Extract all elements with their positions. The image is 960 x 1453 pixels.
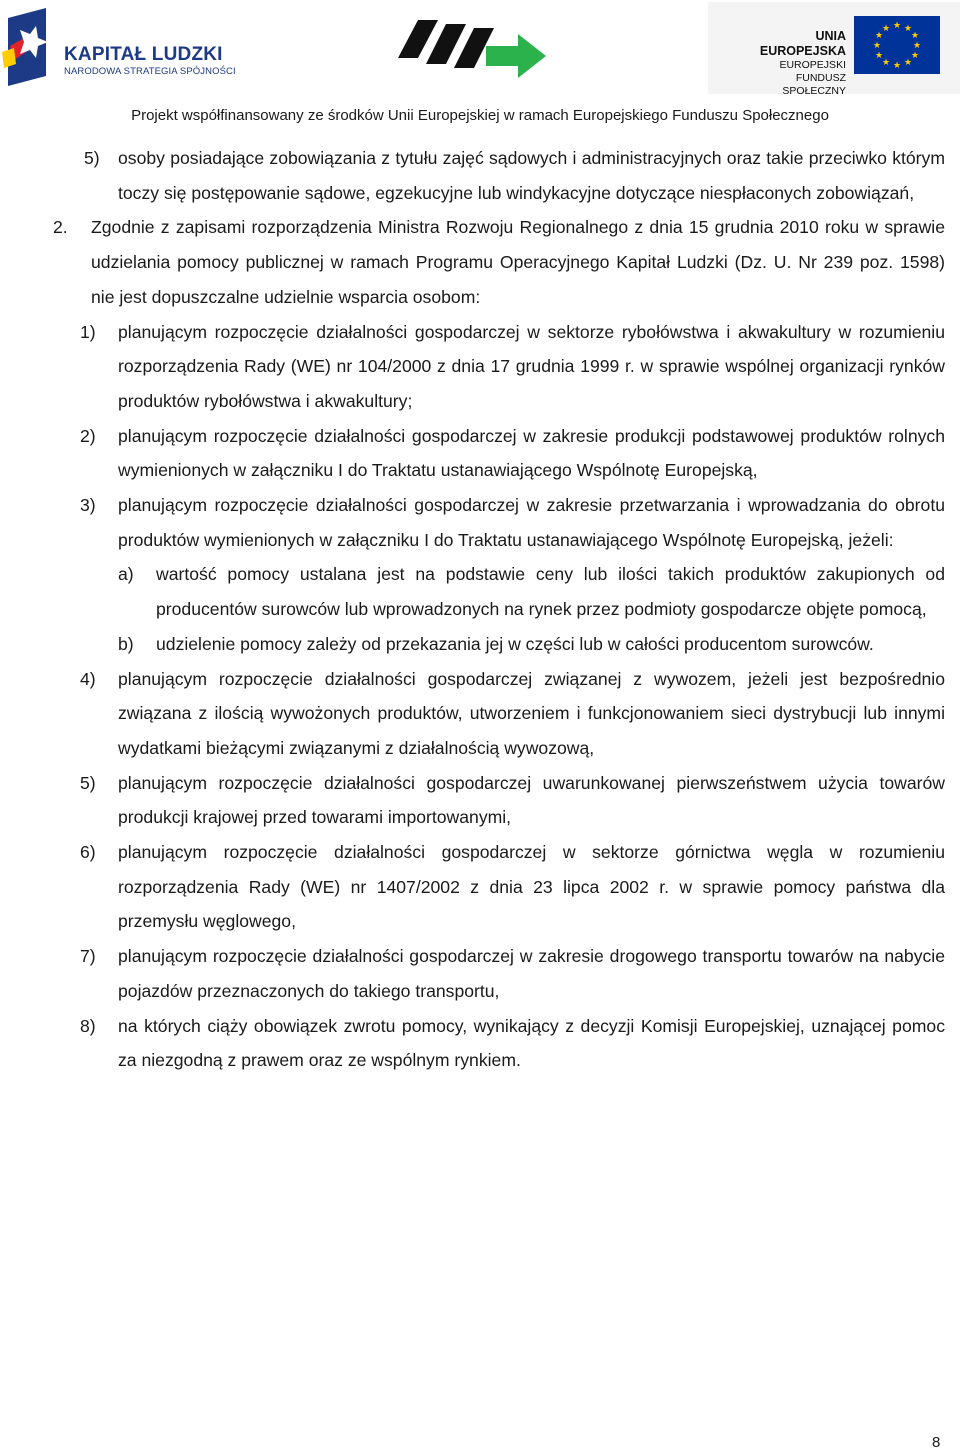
svg-text:★: ★ (910, 51, 920, 61)
svg-text:★: ★ (903, 24, 913, 34)
kapital-ludzki-logo (2, 8, 252, 88)
kapital-ludzki-subtitle: NARODOWA STRATEGIA SPÓJNOŚCI (64, 66, 236, 77)
svg-text:★: ★ (912, 41, 922, 51)
svg-text:★: ★ (881, 24, 891, 34)
list-item-text: planującym rozpoczęcie działalności gospodarczej w zakresie przetwarzania i wprowadzania do obrotu produktów wymienionych w załączniku I do Traktatu ustanawiającego Wspólnotę Europejską, jeżeli: (118, 495, 945, 550)
kapital-ludzki-title: KAPITAŁ LUDZKI (64, 44, 223, 65)
svg-text:★: ★ (874, 31, 884, 41)
eu-logo-line2: EUROPEJSKI (779, 59, 846, 71)
list-item-text: wartość pomocy ustalana jest na podstawie ceny lub ilości takich produktów zakupionych od producentów surowców lub wprowadzonych na rynek przez podmioty gospodarcze objęte pomocą, (156, 564, 945, 620)
list-item-7 (80, 939, 945, 1008)
list-item-number: 3) (80, 495, 96, 516)
list-item-letter: a) (118, 564, 134, 585)
list-item-number: 5) (80, 772, 96, 793)
svg-text:★: ★ (872, 41, 882, 51)
list-item-text: planującym rozpoczęcie działalności gospodarczej uwarunkowanej pierwszeństwem użycia towarów produkcji krajowej przed towarami importowanymi, (118, 772, 945, 828)
list-item-5 (80, 766, 945, 835)
page-header (0, 0, 960, 124)
section-2-paragraph (53, 210, 945, 314)
section-number: 2. (53, 217, 68, 238)
list-item-text: na których ciąży obowiązek zwrotu pomocy, wynikający z decyzji Komisji Europejskiej, uznającej pomoc za niezgodną z prawem oraz ze wspólnym rynkiem. (118, 1015, 945, 1071)
list-item-text: planującym rozpoczęcie działalności gospodarczej w zakresie drogowego transportu towarów na nabycie pojazdów przeznaczonych do takiego transportu, (118, 946, 945, 1001)
document-body (0, 141, 960, 1078)
list-item-number: 6) (80, 842, 96, 863)
list-item-number: 2) (80, 425, 96, 446)
svg-text:★: ★ (892, 61, 902, 71)
list-item-4 (80, 662, 945, 766)
nsro-arrows-icon (396, 6, 556, 86)
eu-social-fund-logo (708, 2, 960, 97)
list-item-text: udzielenie pomocy zależy od przekazania jej w części lub w całości producentom surowców. (156, 633, 874, 654)
eu-flag-icon (854, 16, 940, 74)
kapital-ludzki-emblem-icon (2, 8, 62, 86)
list-item-text: planującym rozpoczęcie działalności gospodarczej w sektorze górnictwa węgla w rozumieniu rozporządzenia Rady (WE) nr 1407/2002 z dnia 23 lipca 2002 r. w sprawie pomocy państwa dla przemysłu węglowego, (118, 842, 945, 932)
list-item-8 (80, 1009, 945, 1078)
list-item-number: 1) (80, 321, 96, 342)
project-cofinancing-line: Projekt współfinansowany ze środków Unii Europejskiej w ramach Europejskiego Funduszu Społecznego (131, 107, 829, 124)
list-item-2 (80, 419, 945, 488)
svg-text:★: ★ (892, 21, 902, 31)
eu-logo-text (732, 29, 846, 98)
svg-text:★: ★ (910, 31, 920, 41)
list-item-number: 4) (80, 668, 96, 689)
list-item-letter: b) (118, 633, 134, 654)
list-item-number: 5) (84, 148, 100, 168)
svg-text:★: ★ (903, 58, 913, 68)
list-item-text: osoby posiadające zobowiązania z tytułu zajęć sądowych i administracyjnych oraz takie przeciwko którym toczy się postępowanie sądowe, egzekucyjne lub windykacyjne dotyczące niespłaconych zobowiązań, (118, 148, 945, 203)
list-item-3 (80, 488, 945, 557)
eu-logo-line3: FUNDUSZ SPOŁECZNY (782, 72, 846, 97)
list-item-text: planującym rozpoczęcie działalności gospodarczej w zakresie produkcji podstawowej produktów rolnych wymienionych w załączniku I do Traktatu ustanawiającego Wspólnotę Europejską, (118, 425, 945, 481)
svg-text:★: ★ (881, 58, 891, 68)
svg-text:★: ★ (874, 51, 884, 61)
list-item-number: 7) (80, 946, 96, 967)
list-item-3b (118, 627, 945, 662)
list-item-text: planującym rozpoczęcie działalności gospodarczej związanej z wywozem, jeżeli jest bezpośrednio związana z ilością wywożonych produktów, utworzeniem i funkcjonowaniem sieci dystrybucji lub innymi wydatkami bieżącymi związanymi z działalnością wywozową, (118, 668, 945, 758)
eu-logo-line1: UNIA EUROPEJSKA (759, 29, 846, 58)
section-text: Zgodnie z zapisami rozporządzenia Ministra Rozwoju Regionalnego z dnia 15 grudnia 2010 roku w sprawie udzielania pomocy publicznej w ramach Programu Operacyjnego Kapitał Ludzki (Dz. U. Nr 239 poz. 1598) nie jest dopuszczalne udzielnie wsparcia osobom: (91, 217, 945, 307)
page-number: 8 (932, 1434, 941, 1451)
list-item-1 (80, 315, 945, 419)
list-item-5-continued (84, 141, 945, 210)
list-item-text: planującym rozpoczęcie działalności gospodarczej w sektorze rybołówstwa i akwakultury w rozumieniu rozporządzenia Rady (WE) nr 104/2000 z dnia 17 grudnia 1999 r. w sprawie wspólnej organizacji rynków produktów rybołówstwa i akwakultury; (118, 321, 945, 411)
list-item-3a (118, 557, 945, 626)
nsro-logo (396, 6, 556, 86)
list-item-6 (80, 835, 945, 939)
list-item-number: 8) (80, 1015, 96, 1036)
